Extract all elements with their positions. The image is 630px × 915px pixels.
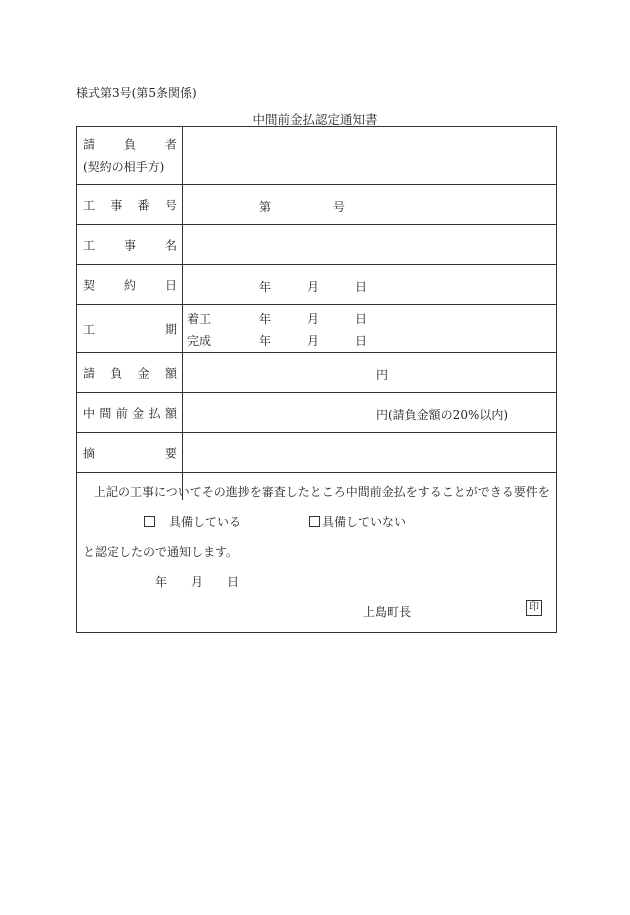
row-contract-date [77,265,556,305]
label-char: 額 [164,406,177,420]
label-work-name [83,236,177,253]
contract-amount-unit: 円 [376,368,389,382]
issuer-name: 上島町長 [363,605,412,619]
row-contract-amount [77,353,556,393]
label-char: 負 [123,137,136,152]
label-char: 要 [164,446,177,460]
form-number-label: 様式第3号(第5条関係) [76,86,197,100]
work-number-dai: 第 [259,200,272,214]
notice-date-day: 日 [227,575,240,589]
period-start-month: 月 [307,312,320,326]
label-contractor-sub: (契約の相手方) [83,160,165,174]
label-period [83,320,177,337]
work-number-go: 号 [333,200,346,214]
period-start-year: 年 [259,312,272,326]
row-contractor [77,127,556,185]
label-char: 約 [123,278,136,292]
label-char: 金 [132,406,145,420]
label-char: 負 [110,366,123,380]
period-start-label: 着工 [187,312,212,326]
option-satisfied[interactable] [144,513,241,530]
notice-date-month: 月 [191,575,204,589]
label-remarks [83,444,177,461]
label-contractor [83,136,177,153]
certification-conclusion: と認定したので通知します。 [83,545,239,559]
label-work-number [83,196,177,213]
period-start-day: 日 [355,312,368,326]
label-char: 中 [83,406,96,420]
certification-statement: 上記の工事についてその進捗を審査したところ中間前金払をすることができる要件を [94,485,550,499]
document-title: 中間前金払認定通知書 [252,112,378,127]
label-char: 号 [164,198,177,212]
period-end-day: 日 [355,334,368,348]
label-char: 者 [164,137,177,152]
label-char: 払 [148,406,161,420]
option-satisfied-label: 具備している [169,515,242,529]
period-end-label: 完成 [187,334,212,348]
option-not-satisfied-label: 具備していない [322,515,407,529]
label-char: 請 [83,366,96,380]
label-char: 工 [83,238,96,252]
contractor-input[interactable] [187,135,549,175]
row-advance-amount [77,393,556,433]
label-contract-amount [83,364,177,381]
label-char: 工 [83,322,96,336]
period-end-year: 年 [259,334,272,348]
option-not-satisfied[interactable] [309,513,406,530]
checkbox-satisfied[interactable] [144,516,155,527]
label-char: 工 [83,198,96,212]
contract-date-day: 日 [355,280,368,294]
label-char: 金 [137,366,150,380]
seal-stamp: 印 [526,600,542,616]
label-char: 摘 [83,446,96,460]
label-contract-date [83,276,177,293]
notice-date-year: 年 [155,575,168,589]
label-char: 名 [164,238,177,252]
notice-form-table [76,126,557,633]
label-char: 事 [123,238,136,252]
label-char: 契 [83,278,96,292]
row-remarks [77,433,556,473]
advance-amount-unit: 円(請負金額の20%以内) [376,408,509,422]
row-work-name [77,225,556,265]
label-advance-amount [83,404,177,421]
row-work-number [77,185,556,225]
label-char: 額 [164,366,177,380]
label-char: 番 [137,198,150,212]
contract-date-month: 月 [307,280,320,294]
label-char: 前 [115,406,128,420]
label-char: 事 [110,198,123,212]
label-char: 日 [164,278,177,292]
row-period [77,305,556,353]
label-char: 請 [83,137,96,152]
period-end-month: 月 [307,334,320,348]
checkbox-not-satisfied[interactable] [309,516,320,527]
contract-date-year: 年 [259,280,272,294]
label-char: 期 [164,322,177,336]
label-char: 間 [99,406,112,420]
